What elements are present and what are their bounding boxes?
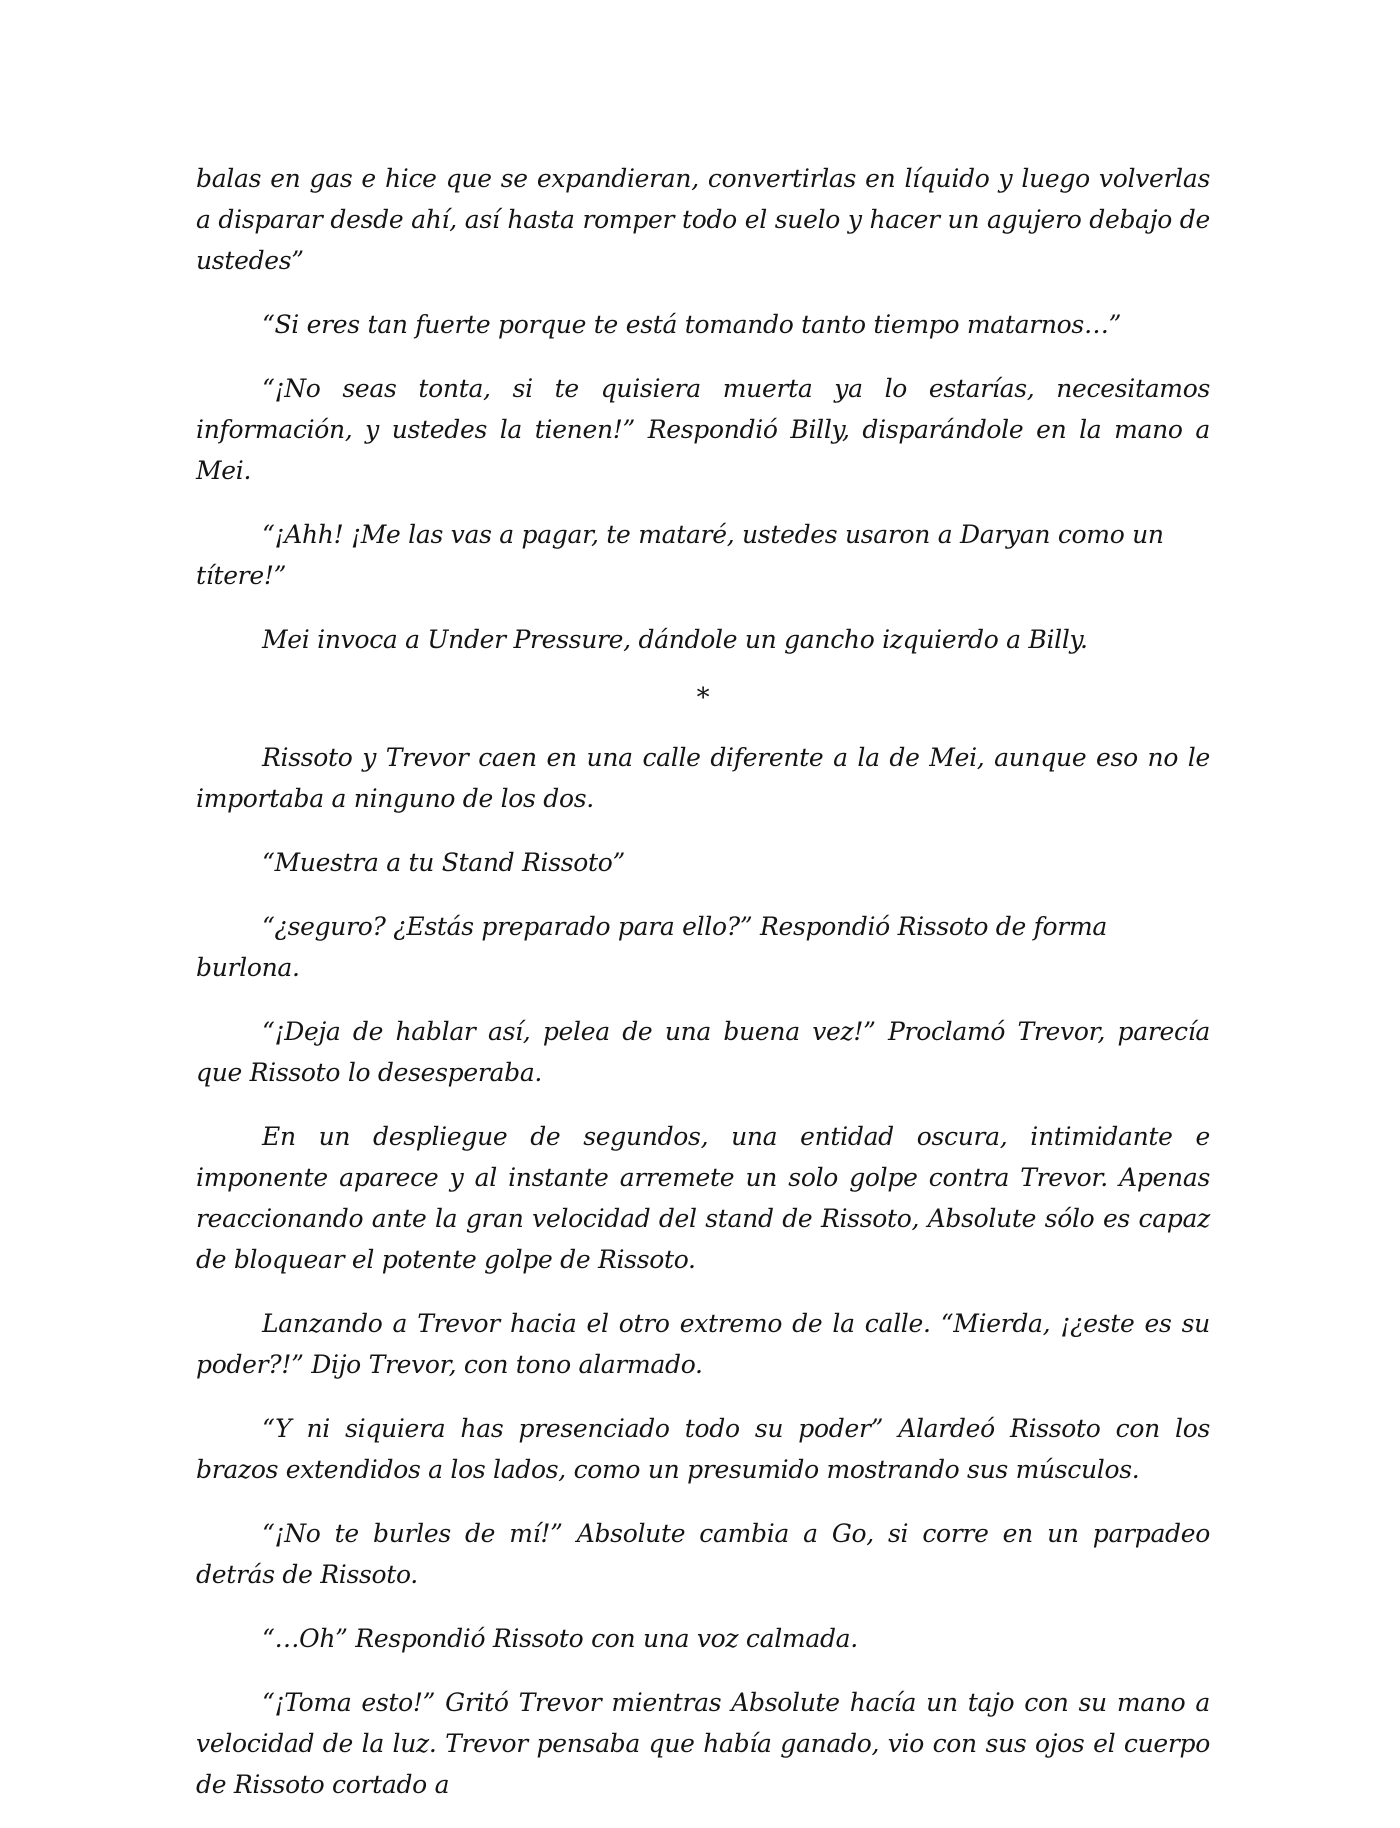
paragraph-6: Rissoto y Trevor caen en una calle diferente a la de Mei, aunque eso no le importaba a ninguno de los dos. — [196, 743, 1210, 813]
paragraph-13: “¡No te burles de mí!” Absolute cambia a Go, si corre en un parpadeo detrás de Rissoto. — [196, 1519, 1210, 1589]
paragraph-5: Mei invoca a Under Pressure, dándole un gancho izquierdo a Billy. — [262, 625, 1088, 654]
paragraph-11: Lanzando a Trevor hacia el otro extremo de la calle. “Mierda, ¡¿este es su poder?!” Dijo Trevor, con tono alarmado. — [196, 1309, 1210, 1379]
paragraph-10: En un despliegue de segundos, una entidad oscura, intimidante e imponente aparece y al instante arremete un solo golpe contra Trevor. Apenas reaccionando ante la gran velocidad del stand de Rissoto, Absolute sólo es capaz de bloquear el potente golpe de Rissoto. — [196, 1122, 1210, 1274]
paragraph-1: balas en gas e hice que se expandieran, convertirlas en líquido y luego volverlas a disparar desde ahí, así hasta romper todo el suelo y hacer un agujero debajo de ustedes” — [196, 164, 1210, 275]
paragraph-9: “¡Deja de hablar así, pelea de una buena vez!” Proclamó Trevor, parecía que Rissoto lo desesperaba. — [196, 1017, 1210, 1087]
paragraph-7: “Muestra a tu Stand Rissoto” — [262, 848, 626, 877]
section-separator: * — [696, 683, 710, 713]
paragraph-2: “Si eres tan fuerte porque te está tomando tanto tiempo matarnos…” — [262, 310, 1122, 339]
paragraph-14: “…Oh” Respondió Rissoto con una voz calmada. — [262, 1624, 858, 1653]
paragraph-8: “¿seguro? ¿Estás preparado para ello?” Respondió Rissoto de forma burlona. — [196, 912, 1107, 982]
paragraph-4: “¡Ahh! ¡Me las vas a pagar, te mataré, ustedes usaron a Daryan como un títere!” — [196, 520, 1164, 590]
document-body — [196, 158, 1210, 1828]
paragraph-15: “¡Toma esto!” Gritó Trevor mientras Absolute hacía un tajo con su mano a velocidad de la luz. Trevor pensaba que había ganado, vio con sus ojos el cuerpo de Rissoto cortado a — [196, 1688, 1210, 1799]
paragraph-12: “Y ni siquiera has presenciado todo su poder” Alardeó Rissoto con los brazos extendidos a los lados, como un presumido mostrando sus músculos. — [196, 1414, 1210, 1484]
paragraph-3: “¡No seas tonta, si te quisiera muerta ya lo estarías, necesitamos información, y ustedes la tienen!” Respondió Billy, disparándole en la mano a Mei. — [196, 374, 1210, 485]
